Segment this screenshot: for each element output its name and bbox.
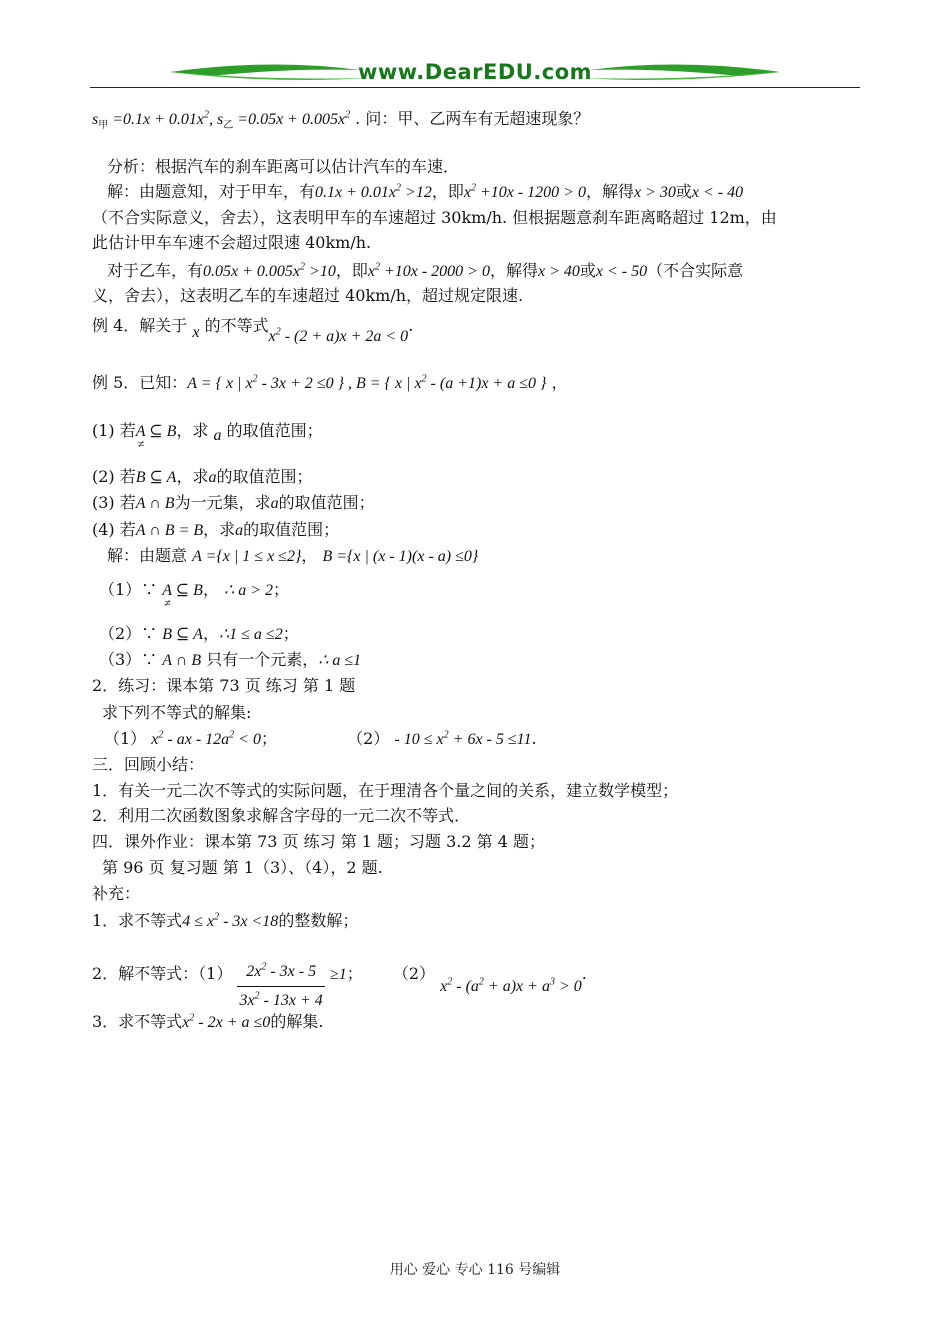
question-1: (1) 若A ⊆ B ≠ ，求 a 的取值范围； bbox=[92, 421, 323, 451]
homework-title: 四．课外作业：课本第 73 页 练习 第 1 题；习题 3.2 第 4 题； bbox=[92, 832, 546, 851]
analysis-text: 分析：根据汽车的刹车距离可以估计汽车的车速． bbox=[107, 157, 460, 176]
supplement-3: 3．求不等式$x^2 - 2x + a \le 0$的解集. bbox=[92, 1012, 324, 1031]
page-footer: 用心 爱心 专心 116 号编辑 bbox=[389, 1262, 561, 1278]
review-title: 三．回顾小结： bbox=[92, 755, 205, 774]
review-item: 2．利用二次函数图象求解含字母的一元二次不等式． bbox=[92, 806, 471, 825]
practice-title: 2．练习：课本第 73 页 练习 第 1 题 bbox=[92, 676, 356, 695]
question-3: (3) 若A ∩ B为一元集，求a的取值范围； bbox=[92, 493, 375, 512]
example-4: 例 4．解关于 x 的不等式$x^2 - (2 + a)x + 2a < 0$. bbox=[92, 316, 414, 345]
practice-prompt: 求下列不等式的解集: bbox=[102, 703, 252, 722]
solution-2: （2）∵ B ⊆ A，∴1 ≤ a ≤2； bbox=[99, 624, 299, 643]
question-2: (2) 若B ⊆ A，求a的取值范围； bbox=[92, 467, 313, 486]
solution-line: 对于乙车，有$0.05x + 0.005x^2 >10$，即$x^2 +10x - 2000 > 0$，解得x > 40或x < - 50（不合实际意 bbox=[107, 261, 744, 280]
question-text: 问：甲、乙两车有无超速现象？ bbox=[365, 109, 590, 128]
solution-text: （不合实际意义，舍去），这表明甲车的车速超过 30km/h. 但根据题意刹车距离略超过 12m，由 bbox=[92, 208, 777, 227]
supplement-2: 2．解不等式：（1） $\frac{2x^2 - 3x - 5}{3x^2 - 13x + 4}$ ≥1； （2） $x^2 - (a^2 + a)x + a^3 > 0$. bbox=[92, 961, 587, 1009]
homework-item: 第 96 页 复习题 第 1（3）、（4），2 题. bbox=[102, 858, 383, 877]
supplement-1: 1．求不等式$4 \le x^2 - 3x <18$的整数解； bbox=[92, 911, 359, 930]
site-header-banner bbox=[90, 58, 860, 90]
question-4: (4) 若A ∩ B = B，求a的取值范围； bbox=[92, 520, 340, 539]
solution-3: （3）∵ A ∩ B 只有一个元素，∴ a ≤1 bbox=[99, 650, 362, 669]
solution-1: （1）∵ A ⊆ B ≠ ， ∴ a > 2； bbox=[99, 580, 290, 610]
site-title[interactable]: www.DearEDU.com bbox=[357, 60, 593, 84]
example-5: 例 5．已知：A = { x | $x^2 - 3x + 2 \le 0$ } , B = { x | $x^2 - (a +1)x + a \le 0$ } ， bbox=[92, 373, 568, 392]
solution-text: 义，舍去），这表明乙车的车速超过 40km/h，超过规定限速. bbox=[92, 286, 524, 305]
solution-line: 解：由题意知，对于甲车，有$0.1x + 0.01x^2 >12$，即$x^2 +10x - 1200 > 0$，解得x > 30或x < - 40 bbox=[107, 182, 744, 201]
formula-line: $s_甲 =0.1x + 0.01x^2$, $s_乙 =0.05x + 0.005x^2$ . 问：甲、乙两车有无超速现象？ bbox=[92, 109, 590, 132]
supplement-title: 补充： bbox=[92, 884, 141, 903]
header-rule bbox=[90, 87, 860, 88]
solution-sets: 解：由题意 A ={x | 1 ≤ x ≤2}， B ={x | (x - 1)(x - a) ≤0} bbox=[107, 546, 479, 565]
practice-problems: （1） $x^2$ - ax - $12a^2 < 0$； $(2) - 10 \le x^2 + 6x - 5 \le 11$. bbox=[104, 729, 537, 748]
solution-text: 此估计甲车车速不会超过限速 40km/h. bbox=[92, 233, 372, 252]
review-item: 1．有关一元二次不等式的实际问题，在于理清各个量之间的关系，建立数学模型； bbox=[92, 781, 679, 800]
